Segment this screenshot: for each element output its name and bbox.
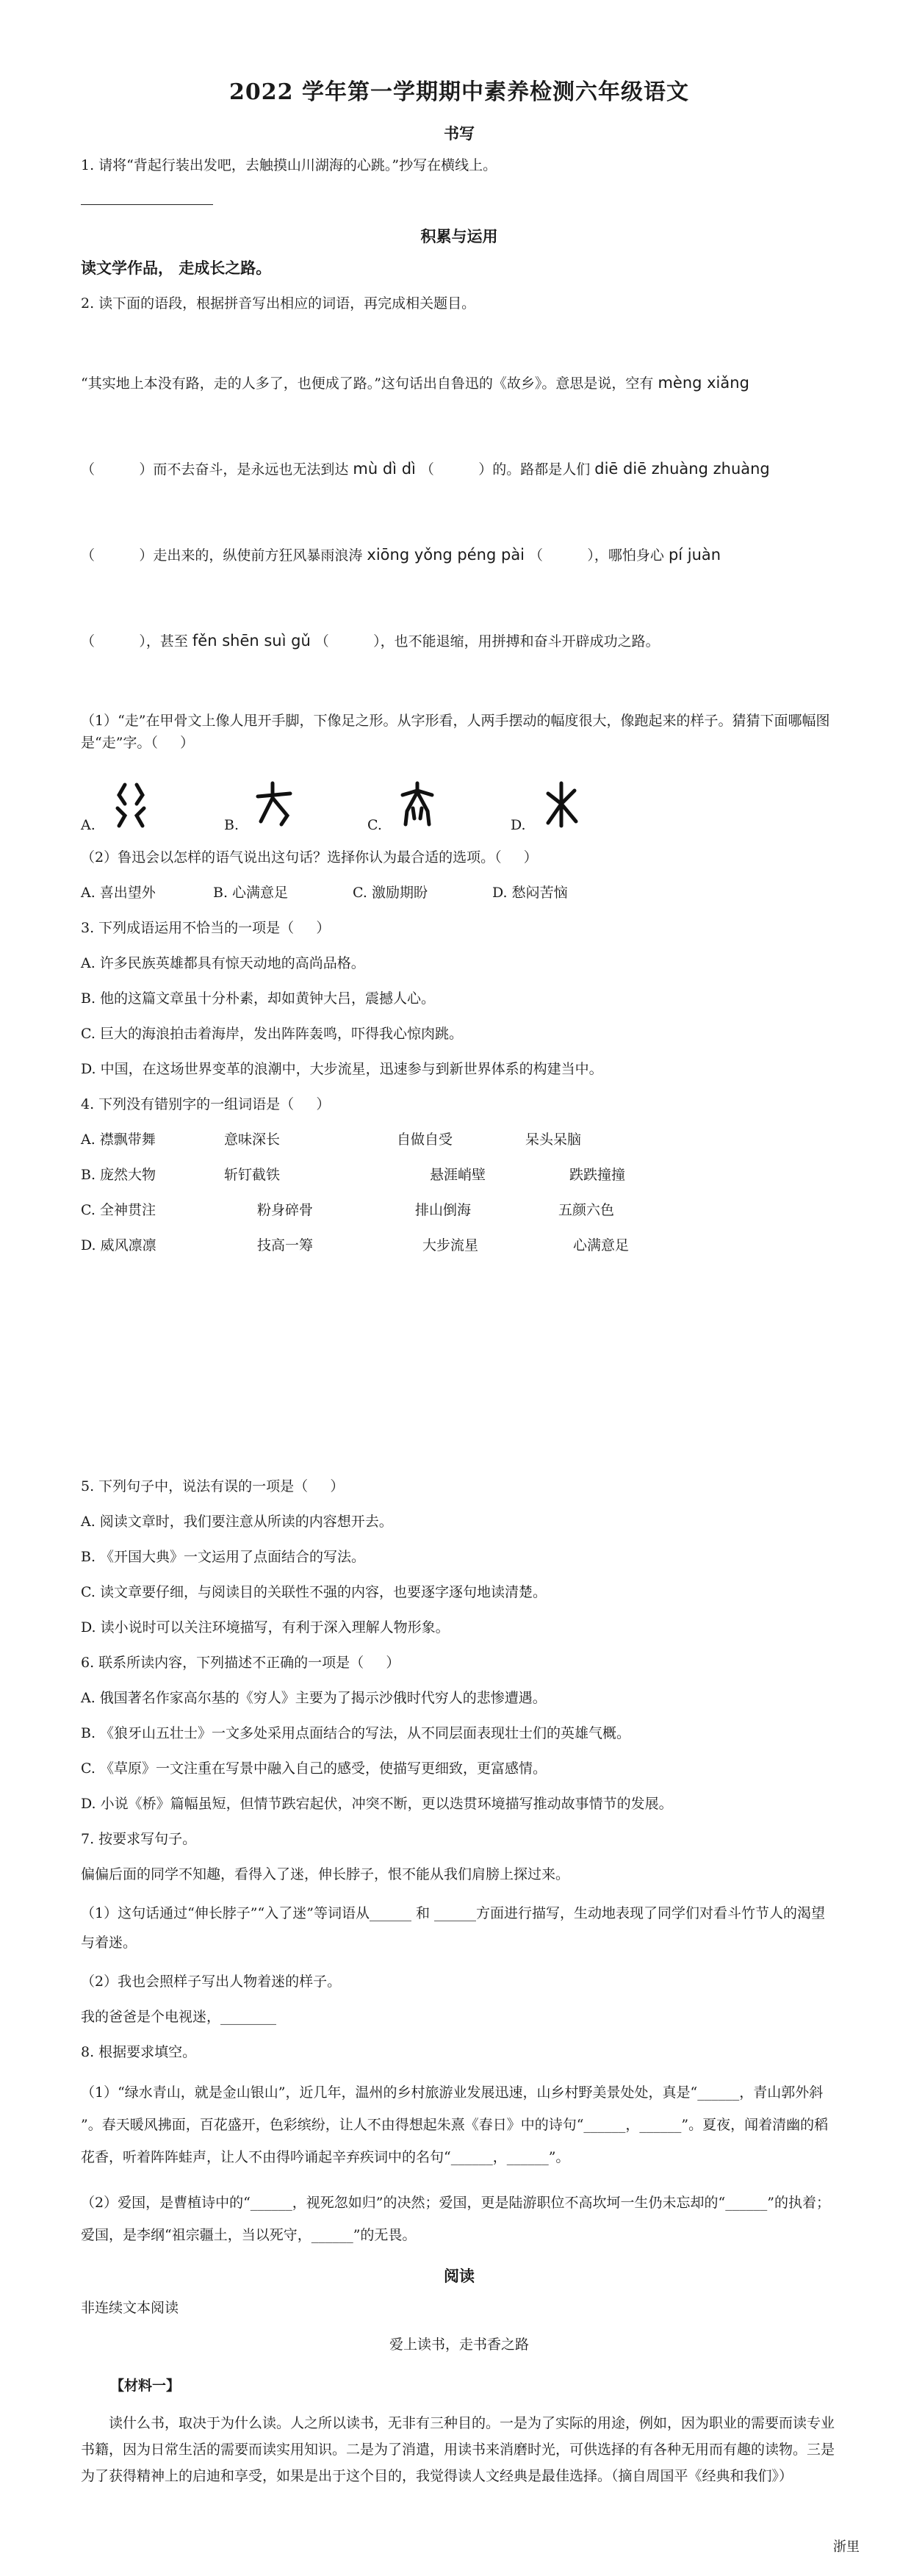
option-label: B. bbox=[224, 817, 240, 833]
question-1: 1. 请将“背起行装出发吧，去触摸山川湖海的心跳。”抄写在横线上。 bbox=[81, 157, 497, 173]
oracle-glyph-b-icon bbox=[252, 779, 296, 830]
question-8-sub1[interactable]: （1）“绿水青山，就是金山银山”，近几年，温州的乡村旅游业发展迅速，山乡村野美景处处，真是“______，青山郭外斜 ”。春天暖风拂面，百花盛开，色彩缤纷，让人不由得想起朱熹《春日》中的诗句“______，______”。夏夜，闻着清幽的稻花香，听着阵阵蛙声，让人不由得吟诵起辛弃疾词中的名句“______，______”。 bbox=[81, 2084, 829, 2165]
glyph-option-a[interactable] bbox=[81, 779, 224, 833]
word: 意味深长 bbox=[224, 1132, 281, 1148]
question-4-option-c[interactable] bbox=[81, 1199, 838, 1221]
question-5-option-b[interactable]: B. 《开国大典》一文运用了点面结合的写法。 bbox=[81, 1549, 366, 1565]
passage-text: （ ），甚至 bbox=[81, 633, 188, 650]
word: 悬涯峭壁 bbox=[430, 1167, 486, 1183]
option-label: A. bbox=[81, 817, 96, 833]
question-7-sub1[interactable]: （1）这句话通过“伸长脖子”“入了迷”等词语从______ 和 ______方面进行描写，生动地表现了同学们对看斗竹节人的渴望与着迷。 bbox=[81, 1905, 826, 1951]
question-6-stem: 6. 联系所读内容，下列描述不正确的一项是（ ） bbox=[81, 1655, 400, 1671]
question-5-option-a[interactable]: A. 阅读文章时，我们要注意从所读的内容想开去。 bbox=[81, 1514, 393, 1530]
article-title: 爱上读书，走书香之路 bbox=[389, 2336, 529, 2353]
word: 自做自受 bbox=[397, 1132, 453, 1148]
word: C. 全神贯注 bbox=[81, 1202, 156, 1218]
question-2-sub2-options bbox=[81, 882, 838, 904]
option-c[interactable]: C. 激励期盼 bbox=[353, 885, 428, 901]
word: 斩钉截铁 bbox=[224, 1167, 281, 1183]
theme-line: 读文学作品， 走成长之路。 bbox=[81, 259, 272, 277]
word: 排山倒海 bbox=[415, 1202, 472, 1218]
oracle-glyph-a-icon bbox=[109, 779, 153, 830]
question-7-stem: 7. 按要求写句子。 bbox=[81, 1831, 197, 1847]
answer-line-q1 bbox=[81, 190, 838, 212]
question-6-option-a[interactable]: A. 俄国著名作家高尔基的《穷人》主要为了揭示沙俄时代穷人的悲惨遭遇。 bbox=[81, 1690, 547, 1706]
word: 心满意足 bbox=[573, 1237, 630, 1253]
question-4-option-b[interactable] bbox=[81, 1164, 838, 1186]
question-2-sub2: （2）鲁迅会以怎样的语气说出这句话？选择你认为最合适的选项。（ ） bbox=[81, 849, 538, 866]
option-b[interactable]: B. 心满意足 bbox=[213, 885, 289, 901]
question-5-option-c[interactable]: C. 读文章要仔细，与阅读目的关联性不强的内容，也要逐字逐句地读清楚。 bbox=[81, 1584, 547, 1600]
passage-text: （ ）而不去奋斗，是永远也无法到达 bbox=[81, 461, 349, 478]
question-7-sub2-line[interactable]: 我的爸爸是个电视迷，________ bbox=[81, 2009, 277, 2025]
word: 大步流星 bbox=[422, 1237, 479, 1253]
option-d[interactable]: D. 愁闷苦恼 bbox=[492, 885, 568, 901]
question-2-intro: 2. 读下面的语段，根据拼音写出相应的词语，再完成相关题目。 bbox=[81, 295, 476, 312]
glyph-option-c[interactable] bbox=[367, 779, 511, 833]
pinyin-4: xiōng yǒng péng pài bbox=[367, 546, 525, 564]
question-2-sub1: （1）“走”在甲骨文上像人甩开手脚，下像足之形。从字形看，人两手摆动的幅度很大，像跑起来的样子。猜猜下面哪幅图是“走”字。（ ） bbox=[81, 713, 830, 751]
passage-text: （ ）的。路都是人们 bbox=[420, 461, 591, 478]
exam-title: 2022 学年第一学期期中素养检测六年级语文 bbox=[229, 79, 689, 105]
option-a[interactable]: A. 喜出望外 bbox=[81, 885, 156, 901]
word: 技高一筹 bbox=[257, 1237, 314, 1253]
question-6-option-d[interactable]: D. 小说《桥》篇幅虽短，但情节跌宕起伏，冲突不断，更以迭贯环境描写推动故事情节的发展。 bbox=[81, 1796, 673, 1812]
question-3-option-c[interactable]: C. 巨大的海浪拍击着海岸，发出阵阵轰鸣，吓得我心惊肉跳。 bbox=[81, 1026, 463, 1042]
question-3-stem: 3. 下列成语运用不恰当的一项是（ ） bbox=[81, 920, 331, 936]
oracle-glyph-d-icon bbox=[539, 779, 583, 830]
question-3-option-a[interactable]: A. 许多民族英雄都具有惊天动地的高尚品格。 bbox=[81, 955, 365, 971]
passage-text: （ ）走出来的，纵使前方狂风暴雨浪涛 bbox=[81, 547, 363, 564]
question-5-option-d[interactable]: D. 读小说时可以关注环境描写，有利于深入理解人物形象。 bbox=[81, 1619, 450, 1636]
passage-text: （ ），也不能退缩，用拼搏和奋斗开辟成功之路。 bbox=[314, 633, 660, 650]
page-footer: 浙里 bbox=[833, 2539, 860, 2555]
question-4-stem: 4. 下列没有错别字的一组词语是（ ） bbox=[81, 1096, 331, 1112]
question-2-passage bbox=[81, 328, 838, 697]
question-3-option-d[interactable]: D. 中国，在这场世界变革的浪潮中，大步流星，迅速参与到新世界体系的构建当中。 bbox=[81, 1061, 603, 1077]
question-4-option-a[interactable] bbox=[81, 1129, 838, 1151]
oracle-glyph-c-icon bbox=[395, 779, 439, 830]
pinyin-6: fěn shēn suì gǔ bbox=[192, 632, 311, 650]
word: 五颜六色 bbox=[558, 1202, 615, 1218]
word: A. 襟飘带舞 bbox=[81, 1132, 156, 1148]
pinyin-2: mù dì dì bbox=[353, 460, 416, 478]
question-7-sentence: 偏偏后面的同学不知趣，看得入了迷，伸长脖子，恨不能从我们肩膀上探过来。 bbox=[81, 1866, 570, 1882]
question-6-option-c[interactable]: C. 《草原》一文注重在写景中融入自己的感受，使描写更细致，更富感情。 bbox=[81, 1760, 547, 1777]
passage-text: （ ），哪怕身心 bbox=[529, 547, 664, 564]
material-1-text: 读什么书，取决于为什么读。人之所以读书，无非有三种目的。一是为了实际的用途，例如，因为职业的需要而读专业书籍，因为日常生活的需要而读实用知识。二是为了消遣，用读书来消磨时光，可供选择的有各种无用而有趣的读物。三是为了获得精神上的启迪和享受，如果是出于这个目的，我觉得读人文经典是最佳选择。（摘自周国平《经典和我们》） bbox=[81, 2415, 835, 2484]
question-6-option-b[interactable]: B. 《狼牙山五壮士》一文多处采用点面结合的写法，从不同层面表现壮士们的英雄气概。 bbox=[81, 1725, 631, 1741]
word: 跌跌撞撞 bbox=[569, 1167, 626, 1183]
pinyin-5: pí juàn bbox=[668, 546, 721, 564]
glyph-option-b[interactable] bbox=[224, 779, 367, 833]
question-3-option-b[interactable]: B. 他的这篇文章虽十分朴素，却如黄钟大吕，震撼人心。 bbox=[81, 990, 436, 1007]
reading-label: 非连续文本阅读 bbox=[81, 2300, 179, 2316]
question-7-sub2: （2）我也会照样子写出人物着迷的样子。 bbox=[81, 1974, 342, 1990]
section-accumulation: 积累与运用 bbox=[420, 227, 498, 245]
word: D. 威风凛凛 bbox=[81, 1237, 156, 1253]
oracle-glyph-options bbox=[81, 767, 838, 833]
word: B. 庞然大物 bbox=[81, 1167, 156, 1183]
passage-text: “其实地上本没有路，走的人多了，也便成了路。”这句话出自鲁迅的《故乡》。意思是说，空有 bbox=[81, 375, 654, 392]
option-label: D. bbox=[511, 817, 526, 833]
option-label: C. bbox=[367, 817, 382, 833]
glyph-option-d[interactable] bbox=[511, 779, 654, 833]
question-8-stem: 8. 根据要求填空。 bbox=[81, 2044, 197, 2060]
question-8-sub2[interactable]: （2）爱国，是曹植诗中的“______，视死忽如归”的决然；爱国，更是陆游职位不高坎坷一生仍未忘却的“______”的执着；爱国，是李纲“祖宗疆土，当以死守，______”的无畏。 bbox=[81, 2195, 830, 2243]
blank-space bbox=[81, 1270, 838, 1475]
material-1-label: 【材料一】 bbox=[110, 2378, 181, 2394]
pinyin-1: mèng xiǎng bbox=[658, 374, 749, 392]
question-5-stem: 5. 下列句子中，说法有误的一项是（ ） bbox=[81, 1478, 345, 1494]
pinyin-3: diē diē zhuàng zhuàng bbox=[594, 460, 770, 478]
word: 粉身碎骨 bbox=[257, 1202, 314, 1218]
section-writing: 书写 bbox=[444, 124, 475, 143]
section-reading: 阅读 bbox=[444, 2267, 475, 2285]
question-4-option-d[interactable] bbox=[81, 1234, 838, 1256]
word: 呆头呆脑 bbox=[525, 1132, 582, 1148]
exam-page bbox=[81, 73, 838, 2489]
